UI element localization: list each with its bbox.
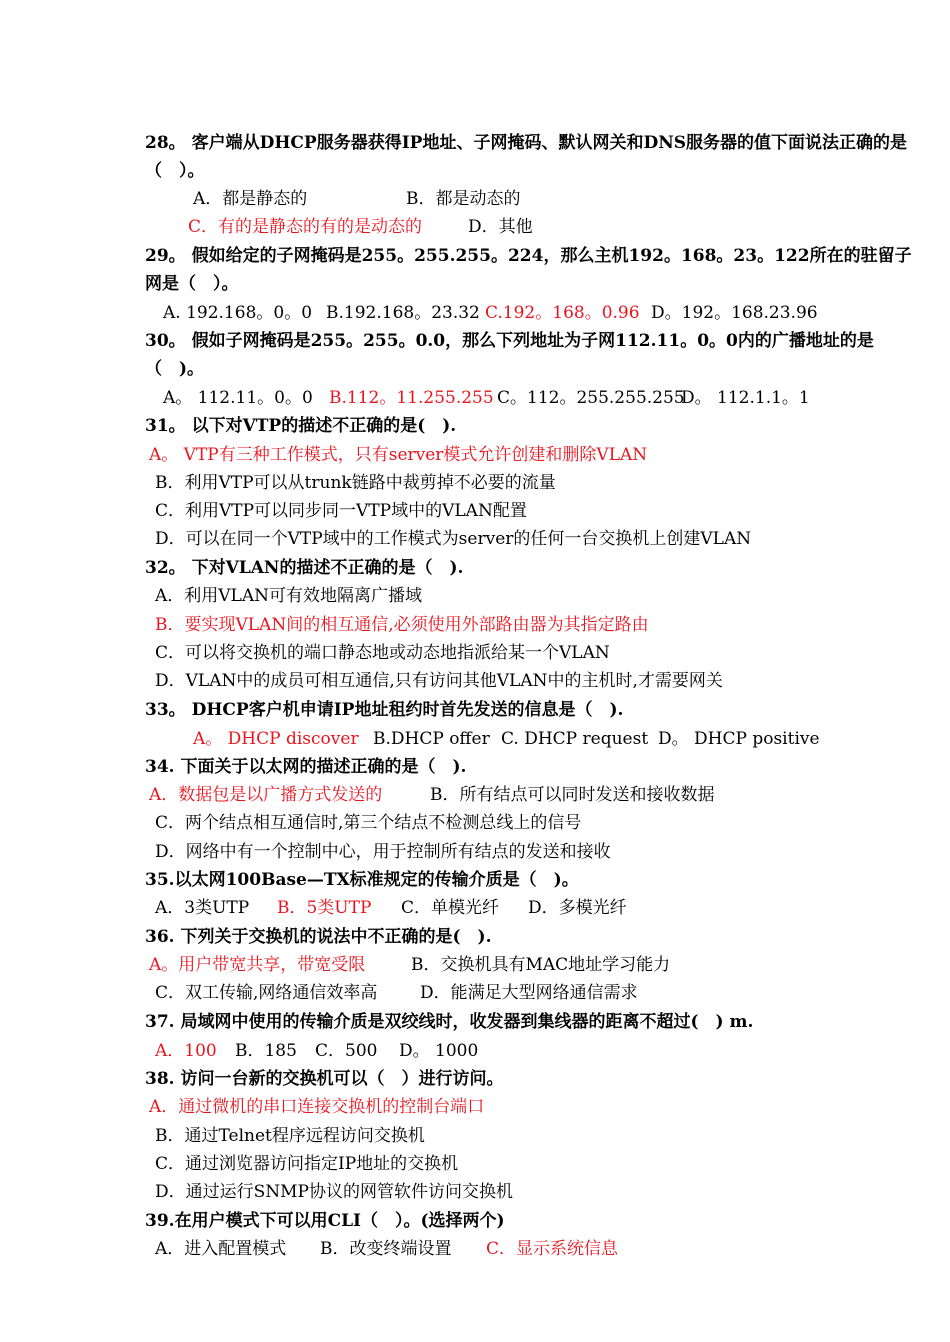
question-text: 访问一台新的交换机可以（ ）进行访问。	[180, 1069, 504, 1089]
option-c: C．两个结点相互通信时,第三个结点不检测总线上的信号	[155, 813, 582, 833]
question-text: DHCP客户机申请IP地址租约时首先发送的信息是（ ).	[191, 700, 624, 720]
option-d: D。192。168.23.96	[651, 303, 818, 323]
option-b: B．要实现VLAN间的相互通信,必须使用外部路由器为其指定路由	[155, 615, 649, 635]
option-c: C．500	[315, 1041, 378, 1061]
question-number: 31。	[145, 416, 186, 436]
question-30	[145, 327, 915, 383]
question-number: 36.	[145, 927, 175, 947]
question-number: 35	[145, 870, 169, 890]
options-line	[155, 894, 627, 922]
option-d: D。 1000	[399, 1041, 479, 1061]
question-35	[145, 866, 915, 894]
question-text: 假如子网掩码是255。255。0.0，那么下列地址为子网112.11。0。0内的广播地址的是（ )。	[145, 331, 874, 379]
option-c: C．显示系统信息	[486, 1239, 619, 1259]
option-a: A．3类UTP	[155, 898, 250, 918]
option-c: C．有的是静态的有的是动态的	[188, 217, 423, 237]
question-number: 38.	[145, 1069, 175, 1089]
option-d: D。 112.1.1。1	[681, 388, 810, 408]
question-number: 30。	[145, 331, 186, 351]
option-b: B．185	[235, 1041, 297, 1061]
question-29	[145, 242, 915, 298]
options-line	[155, 1037, 478, 1065]
option-b: B．5类UTP	[277, 898, 372, 918]
option-a: A．通过微机的串口连接交换机的控制台端口	[149, 1097, 485, 1117]
options-line	[149, 781, 715, 809]
option-a: A。 112.11。0。0	[163, 388, 313, 408]
option-c: C．利用VTP可以同步同一VTP域中的VLAN配置	[155, 501, 527, 521]
question-31	[145, 412, 915, 440]
question-text: 下面关于以太网的描述正确的是（ ).	[180, 757, 467, 777]
option-a: A。 DHCP discover	[193, 729, 359, 749]
question-33	[145, 696, 915, 724]
option-c: C．可以将交换机的端口静态地或动态地指派给某一个VLAN	[155, 643, 610, 663]
question-number: 29。	[145, 246, 186, 266]
question-number: 33。	[145, 700, 186, 720]
option-b: B．交换机具有MAC地址学习能力	[411, 955, 671, 975]
options-line	[193, 185, 521, 213]
question-text: 在用户模式下可以用CLI（ ）。(选择两个)	[174, 1211, 505, 1231]
question-number: 28。	[145, 133, 186, 153]
question-number: 34.	[145, 757, 175, 777]
question-37	[145, 1008, 915, 1036]
question-text: 下列关于交换机的说法中不正确的是( ).	[180, 927, 492, 947]
options-line	[149, 951, 670, 979]
option-a: A。 VTP有三种工作模式，只有server模式允许创建和删除VLAN	[149, 445, 648, 465]
option-a: A. 192.168。0。0	[163, 303, 313, 323]
question-32	[145, 554, 915, 582]
option-b: B.192.168。23.32	[326, 303, 480, 323]
option-d: D。 DHCP positive	[658, 729, 820, 749]
options-line	[163, 299, 818, 327]
question-28	[145, 129, 915, 185]
option-b: B.DHCP offer	[373, 729, 490, 749]
question-36	[145, 923, 915, 951]
options-line	[155, 979, 638, 1007]
option-d: D．多模光纤	[528, 898, 627, 918]
option-b: B．改变终端设置	[320, 1239, 452, 1259]
question-34	[145, 753, 915, 781]
option-c: C．单模光纤	[401, 898, 500, 918]
option-a: A．100	[155, 1041, 217, 1061]
option-c: C. DHCP request	[501, 729, 649, 749]
option-a: A．数据包是以广播方式发送的	[149, 785, 383, 805]
question-text: 下对VLAN的描述不正确的是（ ).	[191, 558, 464, 578]
option-b: B．通过Telnet程序远程访问交换机	[155, 1126, 425, 1146]
option-a: A．进入配置模式	[155, 1239, 287, 1259]
option-c: C．双工传输,网络通信效率高	[155, 983, 378, 1003]
question-text: 假如给定的子网掩码是255。255.255。224，那么主机192。168。23。122所在的驻留子网是（ ）。	[145, 246, 912, 294]
question-text: 客户端从DHCP服务器获得IP地址、子网掩码、默认网关和DNS服务器的值下面说法正确的是（ ）。	[145, 133, 908, 181]
option-b: B．都是动态的	[406, 189, 521, 209]
question-text: .以太网100Base—TX标准规定的传输介质是（ )。	[168, 870, 579, 890]
question-number: 32。	[145, 558, 186, 578]
option-c: C。112。255.255.255	[497, 388, 685, 408]
options-line	[155, 1235, 618, 1263]
option-d: D．网络中有一个控制中心，用于控制所有结点的发送和接收	[155, 842, 611, 862]
options-line	[188, 213, 533, 241]
option-d: D．其他	[468, 217, 533, 237]
option-c: C.192。168。0.96	[485, 303, 640, 323]
question-text: 局域网中使用的传输介质是双绞线时，收发器到集线器的距离不超过( ) m.	[180, 1012, 754, 1032]
option-b: B.112。11.255.255	[329, 388, 494, 408]
option-b: B．利用VTP可以从trunk链路中裁剪掉不必要的流量	[155, 473, 556, 493]
question-38	[145, 1065, 915, 1093]
option-a: A．利用VLAN可有效地隔离广播域	[155, 586, 422, 606]
question-text: 以下对VTP的描述不正确的是( ).	[191, 416, 457, 436]
option-a: A。用户带宽共享，带宽受限	[149, 955, 366, 975]
option-a: A．都是静态的	[193, 189, 308, 209]
option-d: D．通过运行SNMP协议的网管软件访问交换机	[155, 1182, 513, 1202]
option-b: B．所有结点可以同时发送和接收数据	[430, 785, 715, 805]
option-d: D．可以在同一个VTP域中的工作模式为server的任何一台交换机上创建VLAN	[155, 529, 752, 549]
question-number: 39.	[145, 1211, 175, 1231]
options-line	[163, 384, 810, 412]
option-c: C．通过浏览器访问指定IP地址的交换机	[155, 1154, 459, 1174]
option-d: D．能满足大型网络通信需求	[420, 983, 638, 1003]
option-d: D．VLAN中的成员可相互通信,只有访问其他VLAN中的主机时,才需要网关	[155, 671, 723, 691]
question-number: 37.	[145, 1012, 175, 1032]
options-line	[193, 725, 820, 753]
question-39	[145, 1207, 915, 1235]
